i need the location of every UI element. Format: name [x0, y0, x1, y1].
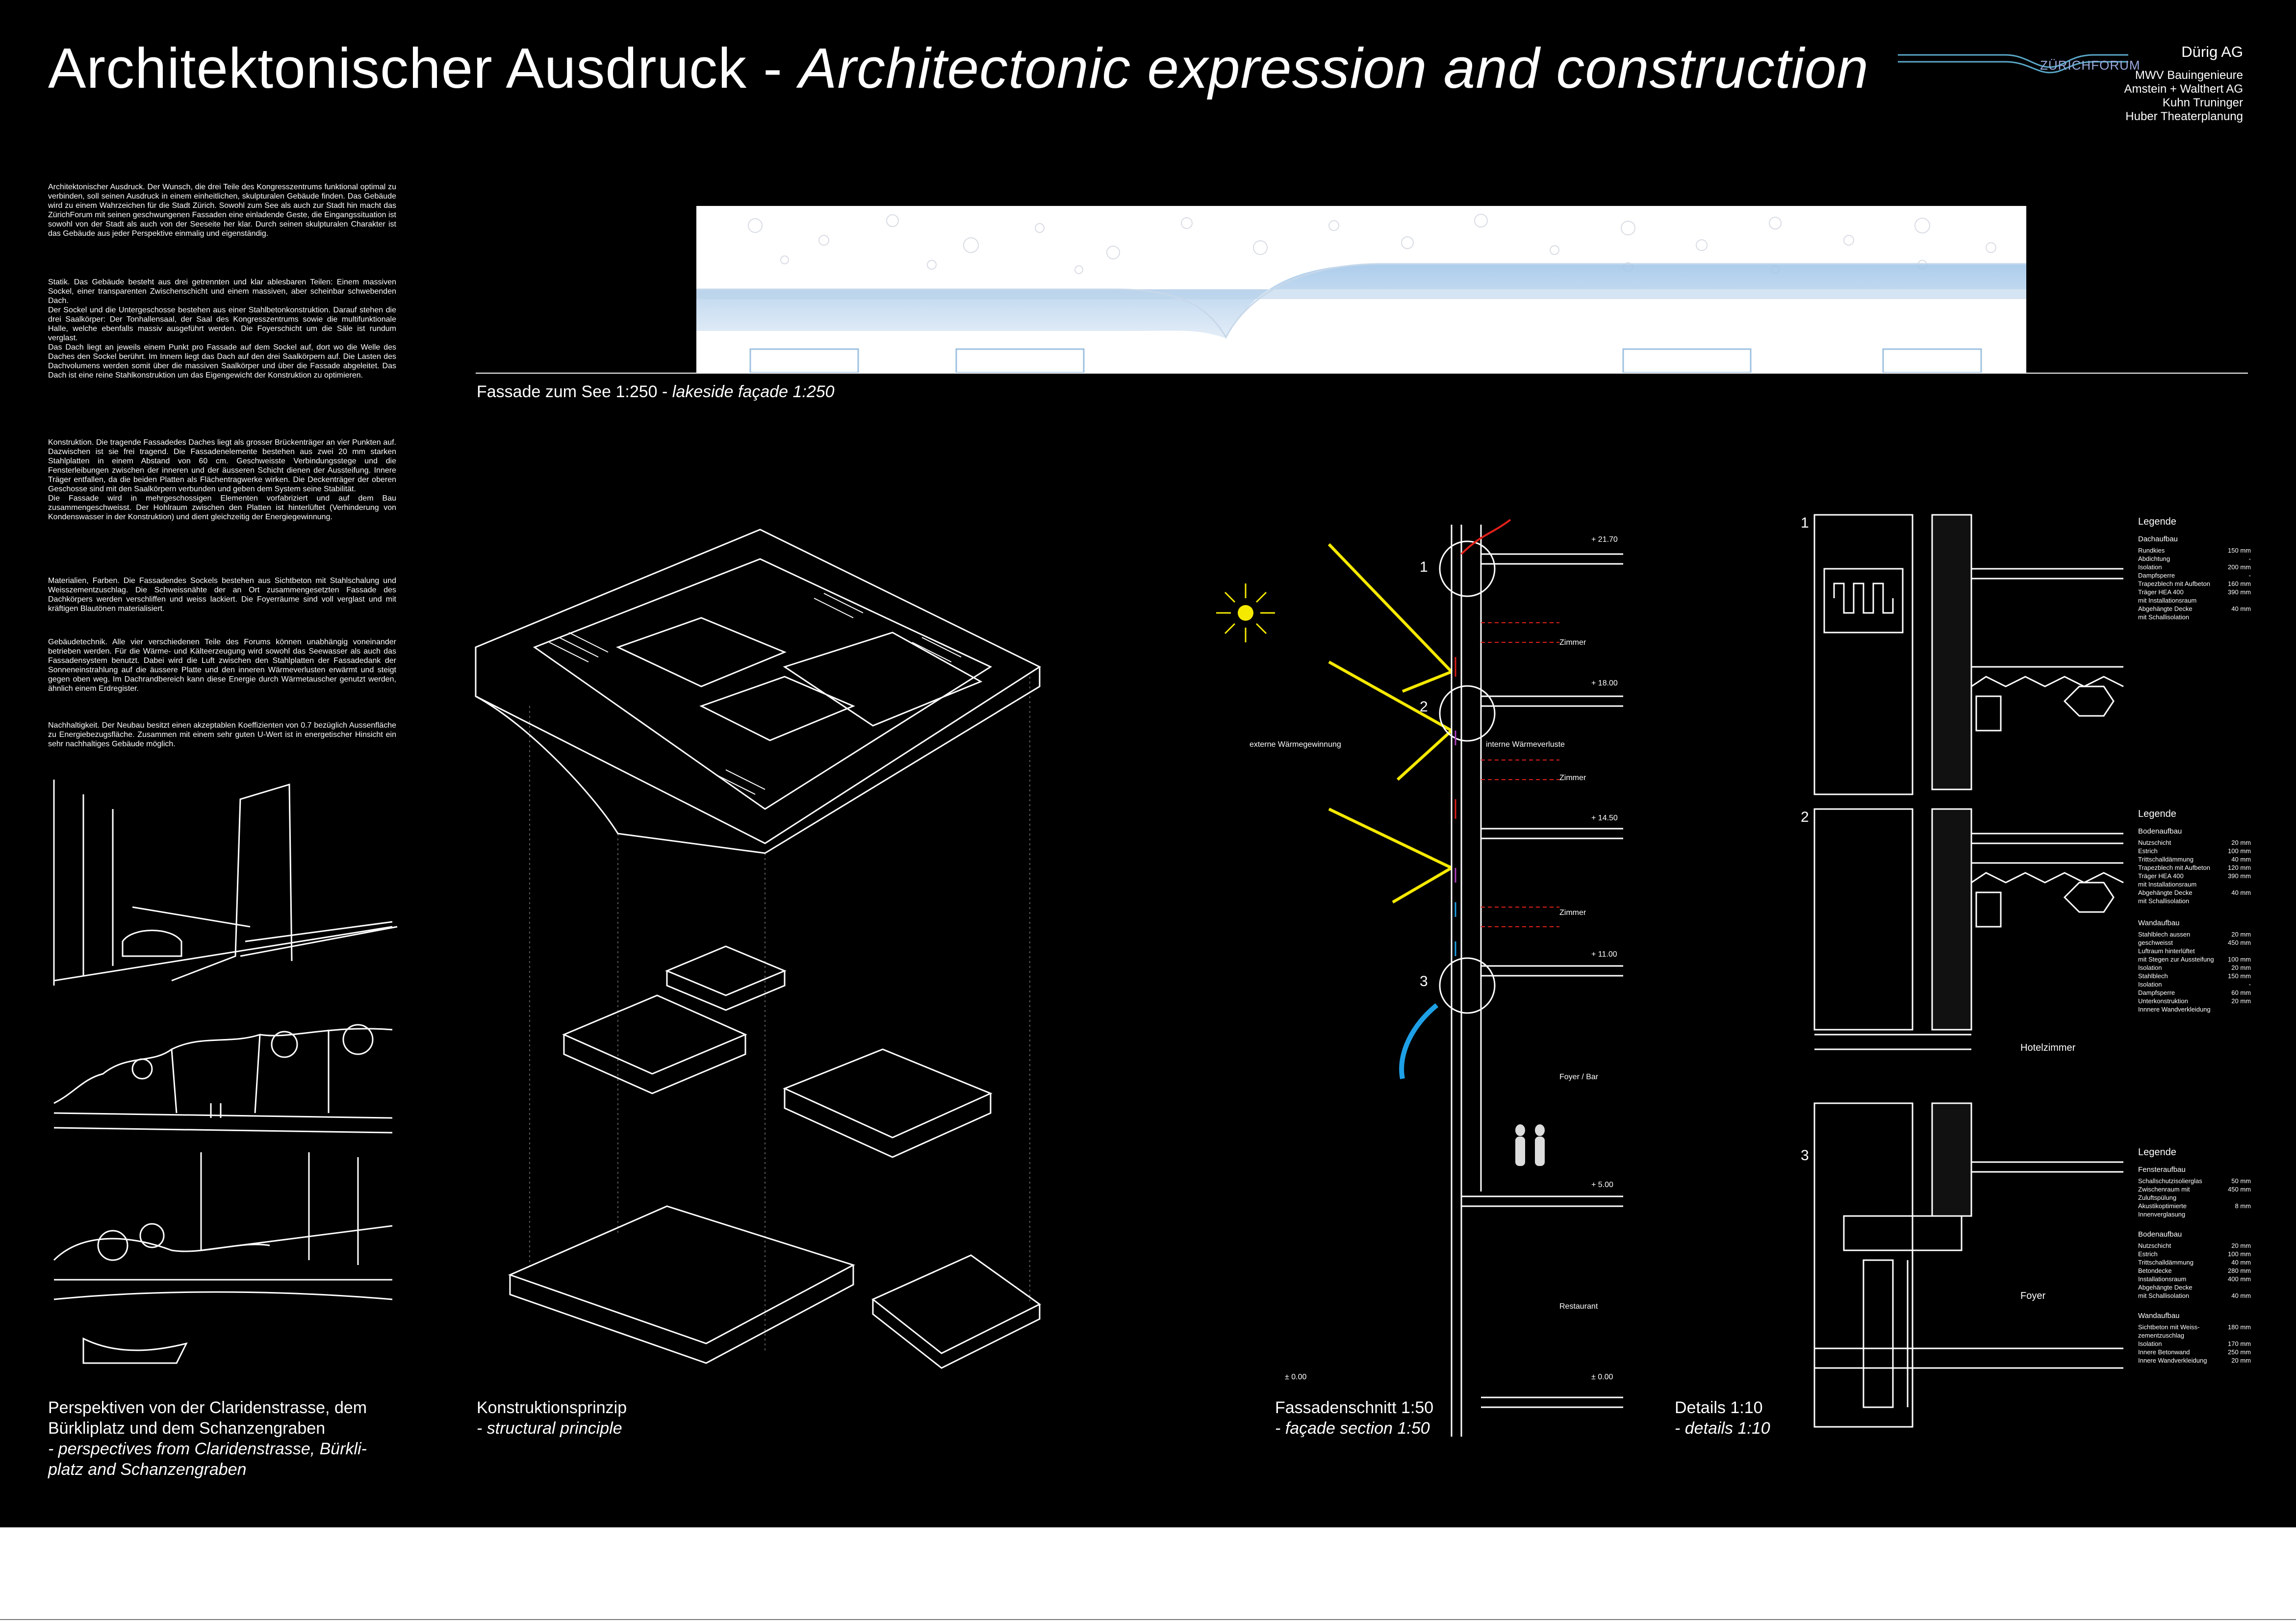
- legend-row: [2138, 1331, 2251, 1340]
- legend-detail-2: [2138, 810, 2251, 1014]
- internal-heat-loss-label: interne Wärmeverluste: [1486, 740, 1565, 749]
- legend-value: 450 mm: [2228, 1186, 2251, 1193]
- legend-row: [2138, 888, 2251, 897]
- legend-row: [2138, 863, 2251, 872]
- legend-item: Nutzschicht: [2138, 839, 2171, 846]
- persp-caption-en-1: - perspectives from Claridenstrasse, Bürkli-: [48, 1440, 367, 1458]
- legend-item: Stahlblech: [2138, 972, 2168, 980]
- external-heat-gain-label: externe Wärmegewinnung: [1250, 740, 1341, 749]
- details-caption-de: Details 1:10: [1675, 1398, 1763, 1417]
- legend-value: -: [2248, 981, 2251, 988]
- legend-value: 20 mm: [2231, 964, 2251, 971]
- perspective-claridenstrasse: [54, 780, 392, 986]
- legend-value: 20 mm: [2231, 1357, 2251, 1364]
- legend-value: 160 mm: [2228, 580, 2251, 587]
- legend-row: [2138, 838, 2251, 847]
- legend-row: [2138, 980, 2251, 988]
- structural-caption-de: Konstruktionsprinzip: [477, 1398, 627, 1417]
- legend-item: Unterkonstruktion: [2138, 997, 2188, 1005]
- legend-subtitle: Bodenaufbau: [2138, 827, 2182, 836]
- legend-item: Abdichtung: [2138, 555, 2170, 562]
- title-german: Architektonischer Ausdruck -: [48, 36, 783, 100]
- legend-row: [2138, 972, 2251, 980]
- legend-row: [2138, 1275, 2251, 1283]
- legend-value: 40 mm: [2231, 889, 2251, 896]
- legend-row: [2138, 596, 2251, 605]
- legend-item: Isolation: [2138, 964, 2162, 971]
- level-label: + 5.00: [1591, 1181, 1613, 1189]
- legend-item: Trittschalldämmung: [2138, 856, 2194, 863]
- legend-subtitle: Bodenaufbau: [2138, 1230, 2182, 1239]
- legend-value: 40 mm: [2231, 1292, 2251, 1299]
- text-construction: Konstruktion. Die tragende Fassadedes Daches liegt als grosser Brückenträger an vier Punkten auf. Dazwischen ist sie frei tragend. Die Fassadenelemente bestehen aus zwei 20 mm starken Stahlplatten in einem Abstand von 60 cm. Geschweisste Verbindungsstege und die Fensterleibungen zwischen der inneren und der äusseren Schicht dienen der Aussteifung. Innere Träger entfallen, da die beiden Platten als Flächentragwerke wirken. Die Deckenträger der oberen Geschosse sind mit den Saalkörpern verbunden und geben dem System seine Stabilität. Die Fassade wird in mehrgeschossigen Elementen vorfabriziert und auf dem Bau zusammengeschweisst. Der Hohlraum zwischen den Platten ist hinterlüftet (Verhinderung von Kondenswasser in der Konstruktion) und dient gleichzeitig der Energiegewinnung.: [48, 438, 396, 521]
- legend-rows: [2138, 930, 2251, 1014]
- legend-row: [2138, 872, 2251, 880]
- legend-row: [2138, 1340, 2251, 1348]
- legend-value: 40 mm: [2231, 856, 2251, 863]
- legend-value: 100 mm: [2228, 956, 2251, 963]
- section-caption-en: - façade section 1:50: [1275, 1419, 1430, 1438]
- legend-row: [2138, 997, 2251, 1005]
- legend-detail-3: [2138, 1148, 2251, 1365]
- legend-item: mit Installationsraum: [2138, 597, 2197, 604]
- legend-item: mit Installationsraum: [2138, 881, 2197, 888]
- legend-item: Dampfsperre: [2138, 572, 2175, 579]
- room-label: Foyer / Bar: [1559, 1073, 1599, 1081]
- legend-value: 100 mm: [2228, 847, 2251, 855]
- legend-row: [2138, 605, 2251, 613]
- legend-value: 20 mm: [2231, 931, 2251, 938]
- legend-item: Isolation: [2138, 981, 2162, 988]
- credits-partner: Amstein + Walthert AG: [2124, 82, 2243, 96]
- legend-item: Estrich: [2138, 1250, 2158, 1258]
- text-building-services: Gebäudetechnik. Alle vier verschiedenen Teile des Forums können unabhängig voneinander betrieben werden. Für die Wärme- und Kälteerzeugung wird sowohl das Seewasser als auch das Fassadensystem benutzt. Dabei wird die Luft zwischen den Stahlplatten der Fassadedank der Sonneneinstrahlung auf die äussere Platte und den inneren Wärmeverlusten erwärmt und steigt gegen oben weg. Im Dachrandbereich kann diese Energie durch Wärmetauscher genutzt werden, ähnlich einem Erdregister.: [48, 638, 396, 693]
- legend-title: Legende: [2138, 1147, 2176, 1158]
- detail-drawings: [1810, 515, 2133, 1437]
- legend-item: Isolation: [2138, 563, 2162, 571]
- legend-item: mit Schallisolation: [2138, 613, 2190, 621]
- room-label: Zimmer: [1559, 909, 1586, 917]
- credits-partner: MWV Bauingenieure: [2135, 69, 2243, 82]
- persp-caption-en-2: platz and Schanzengraben: [48, 1460, 247, 1479]
- level-label: + 21.70: [1591, 535, 1618, 544]
- legend-row: [2138, 988, 2251, 997]
- legend-item: mit Schallisolation: [2138, 897, 2190, 905]
- legend-item: mit Stegen zur Aussteifung: [2138, 956, 2214, 963]
- text-architecture: Architektonischer Ausdruck. Der Wunsch, die drei Teile des Kongresszentrums funktional optimal zu verbinden, soll seinen Ausdruck in einem einheitlichen, skulpturalen Gebäude finden. Das Gebäude wird zu einem Wahrzeichen für die Stadt Zürich. Sowohl zum See als auch zur Stadt hin macht das ZürichForum mit seinen geschwungenen Fassaden eine einladende Geste, die Eingangssituation ist sowohl von der Stadt als auch von der Seeseite her klar. Durch seinen skulpturalen Charakter ist das Gebäude aus jeder Perspektive einmalig und eigenständig.: [48, 183, 396, 238]
- legend-row: [2138, 1267, 2251, 1275]
- legend-item: Installationsraum: [2138, 1275, 2187, 1283]
- room-label: Restaurant: [1559, 1302, 1598, 1311]
- legend-value: 100 mm: [2228, 1250, 2251, 1258]
- detail-number: 3: [1801, 1147, 1809, 1164]
- legend-row: [2138, 588, 2251, 596]
- section-detail-number: 3: [1420, 973, 1428, 989]
- level-label: + 14.50: [1591, 814, 1618, 822]
- legend-value: 20 mm: [2231, 1242, 2251, 1249]
- legend-subtitle: Dachaufbau: [2138, 535, 2178, 543]
- page-bottom-line: [0, 1619, 2296, 1620]
- facade-caption: [477, 381, 835, 402]
- legend-item: Betondecke: [2138, 1267, 2172, 1274]
- legend-subtitle: Fensteraufbau: [2138, 1166, 2186, 1174]
- legend-value: 170 mm: [2228, 1340, 2251, 1347]
- legend-value: 8 mm: [2235, 1202, 2251, 1210]
- persp-caption-de-2: Bürkliplatz und dem Schanzengraben: [48, 1419, 326, 1438]
- room-label-foyer: Foyer: [2020, 1291, 2046, 1301]
- legend-item: zementzuschlag: [2138, 1332, 2184, 1339]
- level-label: + 18.00: [1591, 679, 1618, 687]
- legend-row: [2138, 855, 2251, 863]
- legend-item: Akustikoptimierte: [2138, 1202, 2187, 1210]
- legend-row: [2138, 571, 2251, 580]
- legend-row: [2138, 938, 2251, 947]
- legend-rows: [2138, 1242, 2251, 1300]
- legend-row: [2138, 555, 2251, 563]
- credits-block: [2124, 45, 2243, 124]
- legend-item: Trapezblech mit Aufbeton: [2138, 864, 2210, 871]
- legend-item: Dampfsperre: [2138, 989, 2175, 996]
- legend-item: Trapezblech mit Aufbeton: [2138, 580, 2210, 587]
- legend-item: Trittschalldämmung: [2138, 1259, 2194, 1266]
- legend-item: Rundkies: [2138, 547, 2165, 554]
- legend-row: [2138, 1258, 2251, 1267]
- level-label: + 11.00: [1591, 950, 1617, 959]
- legend-row: [2138, 1185, 2251, 1193]
- legend-value: 400 mm: [2228, 1275, 2251, 1283]
- legend-value: 150 mm: [2228, 972, 2251, 980]
- poster-title: [48, 35, 1869, 101]
- legend-title: Legende: [2138, 809, 2176, 819]
- legend-item: geschweisst: [2138, 939, 2173, 946]
- legend-value: 20 mm: [2231, 997, 2251, 1005]
- legend-rows: [2138, 1323, 2251, 1365]
- credits-partner: Kuhn Truninger: [2162, 96, 2243, 109]
- legend-value: 390 mm: [2228, 872, 2251, 880]
- legend-item: Nutzschicht: [2138, 1242, 2171, 1249]
- legend-value: 60 mm: [2231, 989, 2251, 996]
- legend-detail-1: [2138, 518, 2251, 621]
- people-silhouette-icon: [1515, 1124, 1545, 1166]
- structural-caption: [477, 1397, 627, 1439]
- room-label-hotel: Hotelzimmer: [2020, 1042, 2076, 1053]
- legend-row: [2138, 1177, 2251, 1185]
- legend-item: Zwischenraum mit: [2138, 1186, 2190, 1193]
- legend-item: Abgehängte Decke: [2138, 605, 2193, 612]
- perspectives-caption: [48, 1397, 367, 1480]
- legend-value: 280 mm: [2228, 1267, 2251, 1274]
- legend-row: [2138, 580, 2251, 588]
- legend-item: Innnere Wandverkleidung: [2138, 1006, 2211, 1013]
- legend-row: [2138, 1242, 2251, 1250]
- text-materials: Materialien, Farben. Die Fassadendes Sockels bestehen aus Sichtbeton mit Stahlschalung und Weisszementzuschlag. Die Schweissnähte der an Ort zusammengesetzten Fassade des Dachkörpers werden verschliffen und weiss lackiert. Die Foyerräume sind voll verglast und mit kräftigen Blautönen materialisiert.: [48, 577, 396, 613]
- legend-row: [2138, 963, 2251, 972]
- legend-row: [2138, 955, 2251, 963]
- legend-row: [2138, 1210, 2251, 1218]
- room-label: Zimmer: [1559, 774, 1586, 782]
- legend-value: 150 mm: [2228, 547, 2251, 554]
- legend-value: -: [2248, 555, 2251, 562]
- legend-item: Luftraum hinterlüftet: [2138, 947, 2195, 955]
- details-caption-en: - details 1:10: [1675, 1419, 1770, 1438]
- details-caption: [1675, 1397, 1770, 1439]
- legend-subtitle: Wandaufbau: [2138, 1312, 2180, 1320]
- facade-caption-en: lakeside façade 1:250: [672, 382, 835, 401]
- legend-item: Träger HEA 400: [2138, 588, 2184, 596]
- legend-row: [2138, 1005, 2251, 1014]
- legend-row: [2138, 1292, 2251, 1300]
- legend-subtitle: Wandaufbau: [2138, 919, 2180, 927]
- legend-item: Zuluftspülung: [2138, 1194, 2177, 1201]
- legend-row: [2138, 546, 2251, 555]
- legend-item: Innenverglasung: [2138, 1211, 2186, 1218]
- persp-caption-de-1: Perspektiven von der Claridenstrasse, dem: [48, 1398, 367, 1417]
- legend-value: 50 mm: [2231, 1177, 2251, 1185]
- legend-value: -: [2248, 572, 2251, 579]
- facade-section-caption: [1275, 1397, 1433, 1439]
- legend-value: 40 mm: [2231, 1259, 2251, 1266]
- sun-icon: [1216, 583, 1275, 642]
- section-caption-de: Fassadenschnitt 1:50: [1275, 1398, 1434, 1417]
- legend-row: [2138, 897, 2251, 905]
- facade-baseline: [476, 373, 2248, 374]
- legend-item: Stahlblech aussen: [2138, 931, 2191, 938]
- legend-item: Isolation: [2138, 1340, 2162, 1347]
- legend-row: [2138, 1250, 2251, 1258]
- facade-section-drawing: [1187, 515, 1628, 1437]
- legend-row: [2138, 1323, 2251, 1331]
- legend-row: [2138, 1356, 2251, 1365]
- legend-item: Träger HEA 400: [2138, 872, 2184, 880]
- legend-item: mit Schallisolation: [2138, 1292, 2190, 1299]
- credits-partner: Huber Theaterplanung: [2125, 110, 2243, 123]
- legend-value: 180 mm: [2228, 1323, 2251, 1331]
- legend-value: 40 mm: [2231, 605, 2251, 612]
- legend-item: Abgehängte Decke: [2138, 1284, 2193, 1291]
- legend-item: Schallschutzisolierglas: [2138, 1177, 2202, 1185]
- logo-text: ZÜRICHFORUM: [2040, 58, 2141, 73]
- legend-item: Sichtbeton mit Weiss-: [2138, 1323, 2200, 1331]
- level-label: ± 0.00: [1285, 1373, 1307, 1381]
- legend-rows: [2138, 1177, 2251, 1218]
- text-sustainability: Nachhaltigkeit. Der Neubau besitzt einen akzeptablen Koeffizienten von 0.7 bezüglich Aussenfläche zu Energiebezugsfläche. Zusammen mit einem sehr guten U-Wert ist in energetischer Hinsicht ein sehr nachhaltiges Gebäude möglich.: [48, 721, 396, 748]
- legend-item: Estrich: [2138, 847, 2158, 855]
- level-label: ± 0.00: [1591, 1373, 1613, 1381]
- legend-row: [2138, 947, 2251, 955]
- detail-number: 1: [1801, 515, 1809, 531]
- legend-row: [2138, 613, 2251, 621]
- legend-rows: [2138, 838, 2251, 905]
- legend-row: [2138, 1202, 2251, 1210]
- legend-row: [2138, 1193, 2251, 1202]
- legend-value: 120 mm: [2228, 864, 2251, 871]
- structural-principle-axonometric: [471, 520, 1074, 1402]
- perspective-buerkliplatz: [54, 1005, 392, 1133]
- room-label: Zimmer: [1559, 638, 1586, 647]
- structural-caption-en: - structural principle: [477, 1419, 622, 1438]
- legend-rows: [2138, 546, 2251, 621]
- legend-item: Innere Betonwand: [2138, 1348, 2190, 1356]
- credits-firm: Dürig AG: [2181, 43, 2243, 60]
- perspective-schanzengraben: [54, 1152, 392, 1373]
- legend-title: Legende: [2138, 516, 2176, 527]
- legend-row: [2138, 563, 2251, 571]
- legend-row: [2138, 880, 2251, 888]
- legend-value: 200 mm: [2228, 563, 2251, 571]
- facade-caption-de: Fassade zum See 1:250 -: [477, 382, 668, 401]
- legend-value: 450 mm: [2228, 939, 2251, 946]
- legend-row: [2138, 1283, 2251, 1292]
- title-english: Architectonic expression and construction: [799, 36, 1869, 100]
- lakeside-facade-elevation: [696, 206, 2026, 373]
- section-detail-number: 2: [1420, 699, 1428, 715]
- legend-item: Abgehängte Decke: [2138, 889, 2193, 896]
- detail-number: 2: [1801, 809, 1809, 825]
- section-detail-number: 1: [1420, 559, 1428, 575]
- legend-row: [2138, 930, 2251, 938]
- legend-value: 250 mm: [2228, 1348, 2251, 1356]
- legend-row: [2138, 847, 2251, 855]
- legend-value: 390 mm: [2228, 588, 2251, 596]
- text-statics: Statik. Das Gebäude besteht aus drei getrennten und klar ablesbaren Teilen: Einem massiven Sockel, einer transparenten Zwischenschicht und einem massiven, aber scheinbar schwebenden Dach. Der Sockel und die Untergeschosse bestehen aus einer Stahlbetonkonstruktion. Darauf stehen die drei Saalkörper: Der Tonhallensaal, der Saal des Kongresszentrums sowie die multifunktionale Halle, welche ebenfalls massiv ausgeführt werden. Die Foyerschicht um die Säle ist rundum verglast. Das Dach liegt an jeweils einem Punkt pro Fassade auf dem Sockel auf, dort wo die Welle des Daches den Sockel berührt. Im Innern liegt das Dach auf den drei Saalkörpern auf. Die Lasten des Dachvolumens werden somit über die massiven Saalkörper und über die Fassade abgeleitet. Das Dach ist eine reine Stahlkonstruktion um das Eigengewicht der Konstruktion zu optimieren.: [48, 278, 396, 380]
- legend-value: 20 mm: [2231, 839, 2251, 846]
- legend-row: [2138, 1348, 2251, 1356]
- legend-item: Innere Wandverkleidung: [2138, 1357, 2207, 1364]
